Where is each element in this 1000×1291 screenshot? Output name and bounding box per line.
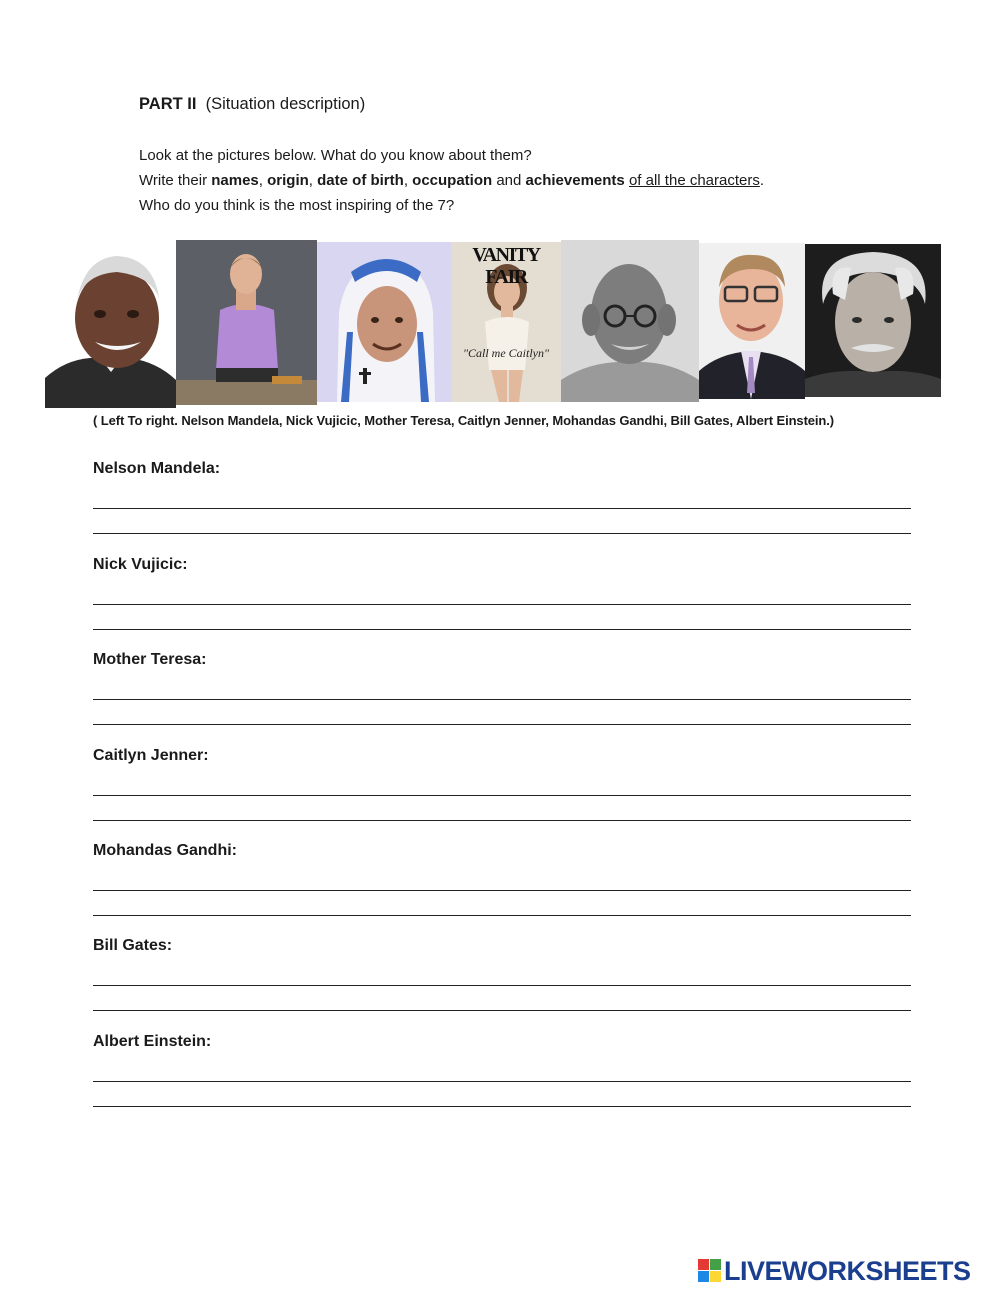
person-block-albert-einstein bbox=[93, 1033, 911, 1107]
photo-caption: ( Left To right. Nelson Mandela, Nick Vujicic, Mother Teresa, Caitlyn Jenner, Mohandas Gandhi, Bill Gates, Albert Einstein.) bbox=[93, 413, 835, 428]
liveworksheets-brand-text: LIVEWORKSHEETS bbox=[724, 1255, 971, 1286]
magazine-cover-line: "Call me Caitlyn" bbox=[462, 346, 550, 360]
part-label: PART II bbox=[139, 95, 197, 113]
person-label: Nelson Mandela: bbox=[93, 460, 221, 477]
answer-line-1[interactable] bbox=[93, 675, 911, 700]
answer-line-1[interactable] bbox=[93, 866, 911, 891]
person-label: Caitlyn Jenner: bbox=[93, 747, 209, 764]
answer-line-1[interactable] bbox=[93, 771, 911, 796]
person-label: Nick Vujicic: bbox=[93, 556, 188, 573]
photo-albert-einstein bbox=[805, 244, 941, 397]
answer-line-1[interactable] bbox=[93, 1057, 911, 1082]
photo-mother-teresa bbox=[317, 242, 451, 402]
part-subtitle: (Situation description) bbox=[205, 95, 366, 113]
answer-line-1[interactable] bbox=[93, 961, 911, 986]
answer-line-2[interactable] bbox=[93, 986, 911, 1011]
person-label: Bill Gates: bbox=[93, 937, 173, 954]
instruction-line-3: Who do you think is the most inspiring of the 7? bbox=[139, 197, 455, 214]
photo-mohandas-gandhi bbox=[561, 240, 699, 402]
person-block-mohandas-gandhi bbox=[93, 842, 911, 916]
part-title bbox=[139, 95, 365, 114]
liveworksheets-logo[interactable] bbox=[698, 1255, 971, 1287]
person-block-nelson-mandela bbox=[93, 460, 911, 534]
answer-line-2[interactable] bbox=[93, 700, 911, 725]
answer-line-1[interactable] bbox=[93, 484, 911, 509]
answer-line-2[interactable] bbox=[93, 605, 911, 630]
person-block-bill-gates bbox=[93, 937, 911, 1011]
photo-caitlyn-jenner bbox=[451, 242, 561, 402]
person-block-nick-vujicic bbox=[93, 556, 911, 630]
liveworksheets-logo-icon bbox=[698, 1259, 722, 1283]
person-block-mother-teresa bbox=[93, 651, 911, 725]
person-block-caitlyn-jenner bbox=[93, 747, 911, 821]
answer-line-2[interactable] bbox=[93, 891, 911, 916]
magazine-title: VANITY FAIR bbox=[472, 244, 540, 288]
instruction-line-2: Write their names, origin, date of birth, occupation and achievements of all the characters. bbox=[139, 172, 765, 189]
instruction-line-1: Look at the pictures below. What do you know about them? bbox=[139, 147, 532, 164]
photo-bill-gates bbox=[699, 243, 805, 399]
answer-line-2[interactable] bbox=[93, 1082, 911, 1107]
person-label: Mother Teresa: bbox=[93, 651, 207, 668]
instructions bbox=[139, 143, 764, 218]
answer-line-2[interactable] bbox=[93, 796, 911, 821]
answer-line-2[interactable] bbox=[93, 509, 911, 534]
person-label: Albert Einstein: bbox=[93, 1033, 212, 1050]
photo-nelson-mandela bbox=[45, 240, 176, 408]
answer-line-1[interactable] bbox=[93, 580, 911, 605]
person-label: Mohandas Gandhi: bbox=[93, 842, 237, 859]
photo-nick-vujicic bbox=[176, 240, 317, 405]
